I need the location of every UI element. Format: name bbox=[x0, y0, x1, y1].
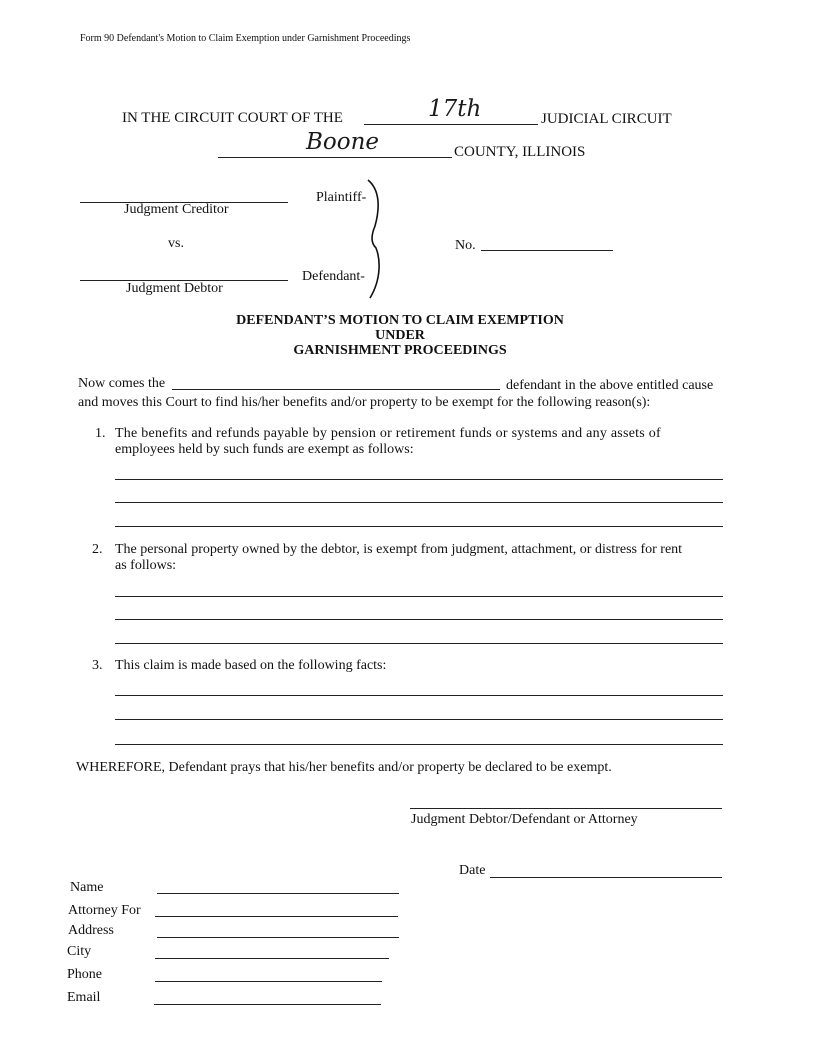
signature-field-line[interactable] bbox=[410, 808, 722, 809]
reason-2-line-2: as follows: bbox=[115, 558, 177, 573]
caption-brace-icon bbox=[360, 178, 390, 302]
reason-2-answer-line[interactable] bbox=[115, 643, 723, 644]
intro-prefix: Now comes the bbox=[78, 376, 166, 391]
title-line-2: UNDER bbox=[375, 328, 425, 343]
intro-suffix: defendant in the above entitled cause bbox=[506, 378, 714, 393]
county-field-line[interactable] bbox=[218, 157, 452, 158]
title-line-3: GARNISHMENT PROCEEDINGS bbox=[293, 343, 507, 358]
email-label: Email bbox=[67, 990, 101, 1005]
reason-3-line-1: This claim is made based on the following facts: bbox=[115, 658, 387, 673]
attorney-for-label: Attorney For bbox=[68, 903, 141, 918]
reason-1-answer-line[interactable] bbox=[115, 502, 723, 503]
reason-3-answer-line[interactable] bbox=[115, 695, 723, 696]
county-value: Boone bbox=[306, 129, 380, 155]
address-field-line[interactable] bbox=[157, 937, 399, 938]
reason-1-answer-line[interactable] bbox=[115, 526, 723, 527]
reason-2-number: 2. bbox=[92, 542, 103, 557]
intro-line-2: and moves this Court to find his/her benefits and/or property to be exempt for the following reason(s): bbox=[78, 395, 651, 410]
reason-3-number: 3. bbox=[92, 658, 103, 673]
city-field-line[interactable] bbox=[155, 958, 389, 959]
defendant-label: Defendant- bbox=[302, 269, 365, 284]
date-label: Date bbox=[459, 863, 486, 878]
date-field-line[interactable] bbox=[490, 877, 722, 878]
county-suffix: COUNTY, ILLINOIS bbox=[454, 144, 586, 160]
reason-1-answer-line[interactable] bbox=[115, 479, 723, 480]
plaintiff-label: Plaintiff- bbox=[316, 190, 367, 205]
name-field-line[interactable] bbox=[157, 893, 399, 894]
reason-1-number: 1. bbox=[95, 426, 106, 441]
phone-label: Phone bbox=[67, 967, 102, 982]
reason-2-answer-line[interactable] bbox=[115, 619, 723, 620]
reason-1-line-1: The benefits and refunds payable by pension or retirement funds or systems and any assets of bbox=[115, 426, 661, 441]
signature-label: Judgment Debtor/Defendant or Attorney bbox=[411, 812, 638, 827]
reason-2-answer-line[interactable] bbox=[115, 596, 723, 597]
case-no-label: No. bbox=[455, 238, 476, 253]
case-number-field-line[interactable] bbox=[481, 250, 613, 251]
reason-1-line-2: employees held by such funds are exempt as follows: bbox=[115, 442, 414, 457]
circuit-value: 17th bbox=[428, 96, 482, 122]
judgment-debtor-label: Judgment Debtor bbox=[126, 281, 223, 296]
title-line-1: DEFENDANT’S MOTION TO CLAIM EXEMPTION bbox=[236, 313, 564, 328]
reason-2-line-1: The personal property owned by the debtor, is exempt from judgment, attachment, or distress for rent bbox=[115, 542, 683, 557]
wherefore-text: WHEREFORE, Defendant prays that his/her benefits and/or property be declared to be exempt. bbox=[76, 760, 612, 775]
defendant-name-field-line[interactable] bbox=[172, 389, 500, 390]
email-field-line[interactable] bbox=[154, 1004, 381, 1005]
name-label: Name bbox=[70, 880, 104, 895]
court-prefix: IN THE CIRCUIT COURT OF THE bbox=[122, 110, 343, 126]
circuit-suffix: JUDICIAL CIRCUIT bbox=[541, 111, 672, 127]
reason-3-answer-line[interactable] bbox=[115, 719, 723, 720]
phone-field-line[interactable] bbox=[155, 981, 382, 982]
attorney-for-field-line[interactable] bbox=[155, 916, 398, 917]
form-header-label: Form 90 Defendant's Motion to Claim Exemption under Garnishment Proceedings bbox=[80, 33, 411, 44]
vs-label: vs. bbox=[168, 236, 184, 251]
reason-3-answer-line[interactable] bbox=[115, 744, 723, 745]
address-label: Address bbox=[68, 923, 114, 938]
city-label: City bbox=[67, 944, 92, 959]
circuit-field-line[interactable] bbox=[364, 124, 538, 125]
judgment-creditor-label: Judgment Creditor bbox=[124, 202, 229, 217]
